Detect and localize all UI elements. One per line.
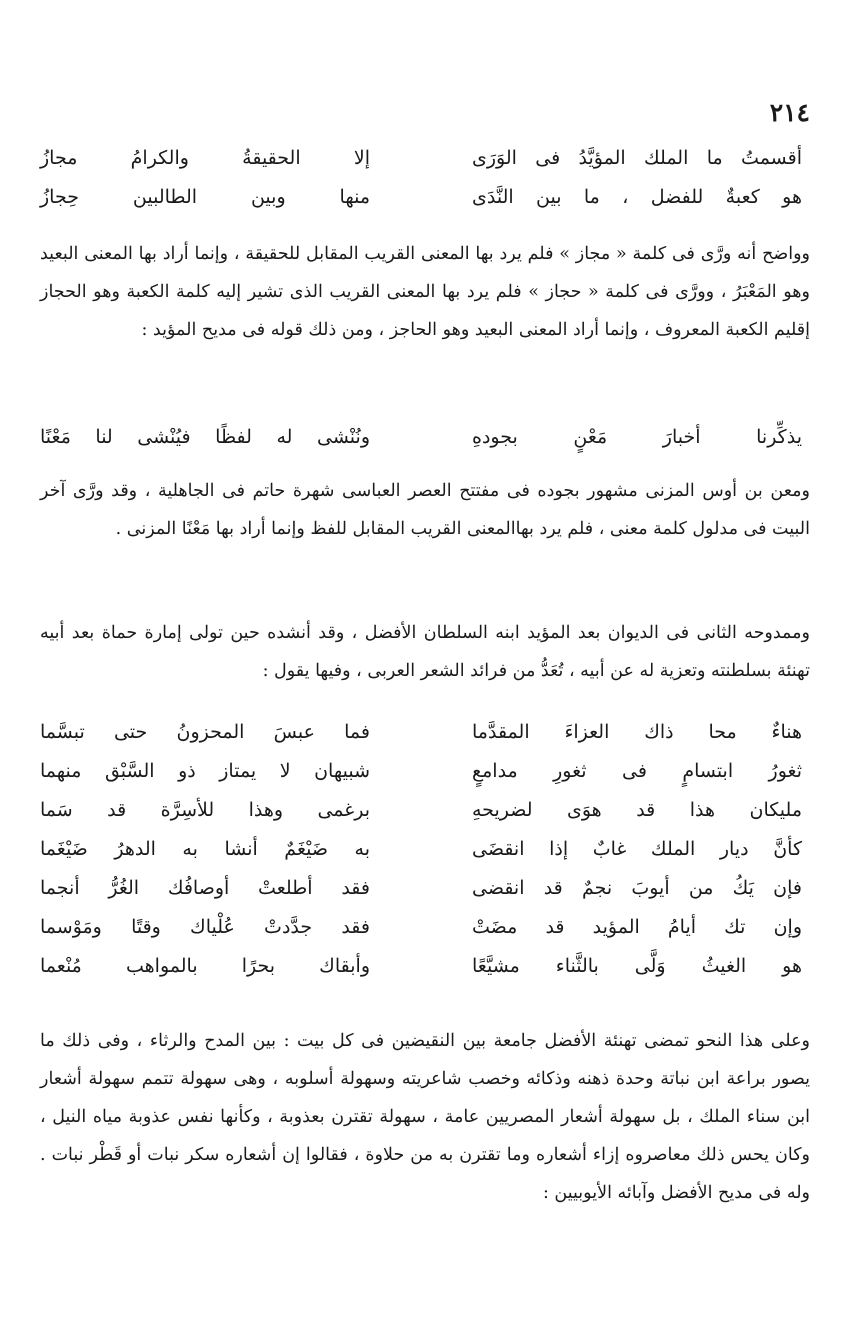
verse-second-hemistich: شبيهان لا يمتاز ذو السَّبْق منهما <box>40 759 370 782</box>
paragraph-4 <box>40 1022 810 1212</box>
verse-second-hemistich: به ضَيْغَمٌ أنشا به الدهرُ ضَيْغَما <box>40 837 370 860</box>
poem-block-3 <box>40 712 810 985</box>
verse-line <box>40 712 810 751</box>
paragraph-2 <box>40 472 810 548</box>
verse-first-hemistich: أقسمتُ ما الملك المؤيَّدُ فى الوَرَى <box>472 146 802 169</box>
verse-line <box>40 829 810 868</box>
verse-line <box>40 751 810 790</box>
book-page <box>40 0 810 1344</box>
paragraph-3 <box>40 614 810 690</box>
verse-first-hemistich: يذكِّرنا أخبارَ مَعْنٍ بجودهِ <box>472 425 802 448</box>
verse-first-hemistich: ثغورُ ابتسامٍ فى ثغورِ مدامعٍ <box>472 759 802 782</box>
verse-first-hemistich: فإن يَكُ من أيوبَ نجمٌ قد انقضى <box>472 876 802 899</box>
paragraph-text: ومعن بن أوس المزنى مشهور بجوده فى مفتتح العصر العباسى شهرة حاتم فى الجاهلية ، وقد ورَّى آخر البيت فى مدلول كلمة معنى ، فلم يرد بهاالمعنى القريب المقابل للفظ وإنما أراد بها مَعْنًا المزنى . <box>40 481 810 539</box>
verse-second-hemistich: منها وبين الطالبين حِجازُ <box>40 185 370 208</box>
verse-first-hemistich: هناءٌ محا ذاك العزاءَ المقدَّما <box>472 720 802 743</box>
verse-line <box>40 946 810 985</box>
verse-second-hemistich: برغمى وهذا للأسِرَّة قد سَما <box>40 798 370 821</box>
poem-block-2 <box>40 417 810 456</box>
verse-first-hemistich: هو كعبةٌ للفضل ، ما بين النَّدَى <box>472 185 802 208</box>
paragraph-1 <box>40 235 810 349</box>
verse-line <box>40 417 810 456</box>
verse-line <box>40 868 810 907</box>
verse-first-hemistich: هو الغيثُ وَلَّى بالثَّناء مشيَّعًا <box>472 954 802 977</box>
verse-second-hemistich: ونُنْشى له لفظًا فيُنْشى لنا مَعْنًا <box>40 425 370 448</box>
verse-first-hemistich: وإن تك أيامُ المؤيد قد مضَتْ <box>472 915 802 938</box>
poem-block-1 <box>40 138 810 216</box>
verse-second-hemistich: فقد جدَّدتْ عُلْياك وقتًا ومَوْسما <box>40 915 370 938</box>
verse-line <box>40 790 810 829</box>
verse-line <box>40 907 810 946</box>
verse-first-hemistich: مليكان هذا قد هوَى لضريحهِ <box>472 798 802 821</box>
paragraph-text: وواضح أنه ورَّى فى كلمة « مجاز » فلم يرد بها المعنى القريب المقابل للحقيقة ، وإنما أراد بها المعنى البعيد وهو المَعْبَرُ ، وورَّى فى كلمة « حجاز » فلم يرد بها المعنى القريب الذى تشير إليه كلمة الكعبة وهو الحجاز إقليم الكعبة المعروف ، وإنما أراد المعنى البعيد وهو الحاجز ، ومن ذلك قوله فى مديح المؤيد : <box>40 244 810 340</box>
verse-first-hemistich: كأنَّ ديار الملك غابٌ إذا انقضَى <box>472 837 802 860</box>
paragraph-text: وممدوحه الثانى فى الديوان بعد المؤيد ابنه السلطان الأفضل ، وقد أنشده حين تولى إمارة حماة بعد أبيه تهنئة بسلطنته وتعزية له عن أبيه ، تُعَدُّ من فرائد الشعر العربى ، وفيها يقول : <box>40 623 810 681</box>
verse-line <box>40 177 810 216</box>
verse-line <box>40 138 810 177</box>
verse-second-hemistich: وأبقاك بحرًا بالمواهب مُنْعما <box>40 954 370 977</box>
paragraph-text: وعلى هذا النحو تمضى تهنئة الأفضل جامعة بين النقيضين فى كل بيت : بين المدح والرثاء ، وفى ذلك ما يصور براعة ابن نباتة وحدة ذهنه وذكائه وخصب شاعريته وسهولة أسلوبه ، وهى سهولة تتمم سهولة أشعار ابن سناء الملك ، بل سهولة أشعار المصريين عامة ، سهولة تقترن بعذوبة ، وكأنها نفس عذوبة مياه النيل ، وكان يحس ذلك معاصروه إزاء أشعاره وما تقترن به من حلاوة ، فقالوا إن أشعاره سكر نبات أو قَطْر نبات . وله فى مديح الأفضل وآبائه الأيوبيين : <box>40 1031 811 1203</box>
page-number: ٢١٤ <box>769 98 810 127</box>
verse-second-hemistich: فقد أطلعتْ أوصافُك الغُرُّ أنجما <box>40 876 370 899</box>
verse-second-hemistich: فما عبسَ المحزونُ حتى تبسَّما <box>40 720 370 743</box>
verse-second-hemistich: إلا الحقيقةُ والكرامُ مجازُ <box>40 146 370 169</box>
